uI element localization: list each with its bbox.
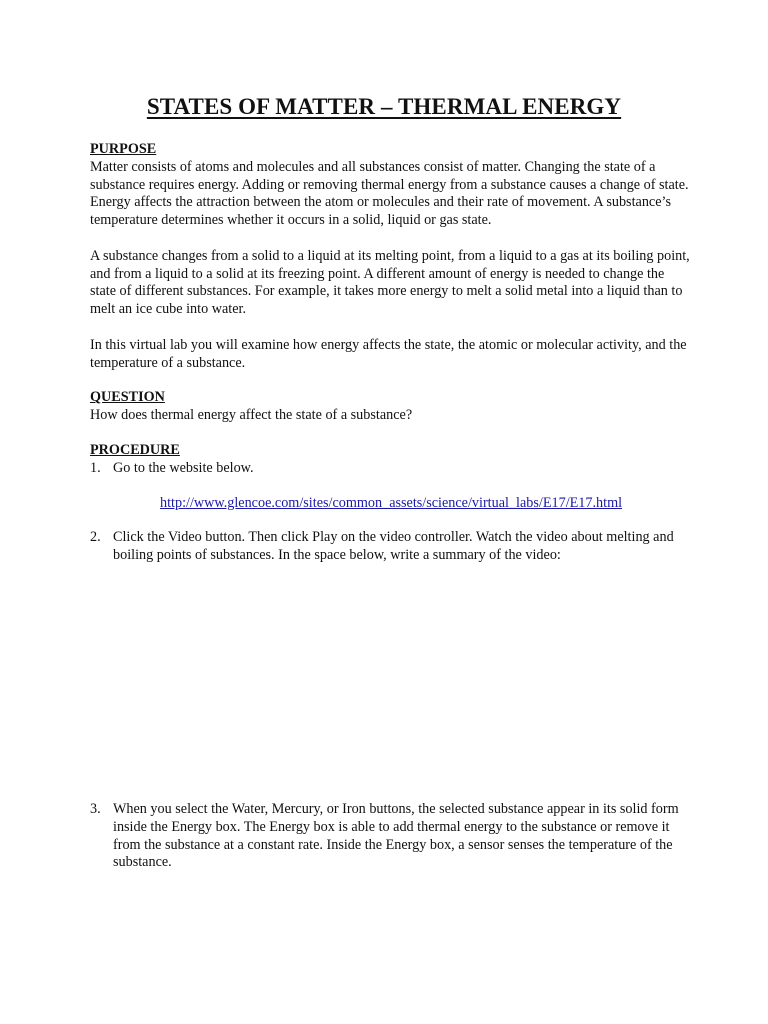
purpose-paragraph-1: Matter consists of atoms and molecules and all substances consist of matter. Changing the state of a substance requires energy. Adding or removing thermal energy from a substance causes a change of state. Energy affects the attraction between the atom or molecules and their rate of movement. A substance’s temperature determines whether it occurs in a solid, liquid or gas state. <box>90 158 689 229</box>
purpose-section <box>90 141 690 372</box>
procedure-step-1 <box>90 460 690 513</box>
step-text: Click the Video button. Then click Play on the video controller. Watch the video about melting and boiling points of substances. In the space below, write a summary of the video: <box>113 529 674 564</box>
document-title: STATES OF MATTER – THERMAL ENERGY <box>146 94 622 119</box>
procedure-step-3 <box>90 801 690 872</box>
question-heading: QUESTION <box>90 389 165 406</box>
procedure-list <box>90 460 690 872</box>
question-section <box>90 389 690 425</box>
question-text: How does thermal energy affect the state of a substance? <box>90 407 413 424</box>
step-text: When you select the Water, Mercury, or Iron buttons, the selected substance appear in its solid form inside the Energy box. The Energy box is able to add thermal energy to the substance or remove it from the substance at a constant rate. Inside the Energy box, a sensor senses the temperature of the substance. <box>113 800 679 871</box>
website-link-line <box>113 495 690 513</box>
procedure-step-2 <box>90 529 690 565</box>
step-number: 3. <box>90 800 101 817</box>
purpose-paragraph-2: A substance changes from a solid to a liquid at its melting point, from a liquid to a gas at its boiling point, and from a liquid to a solid at its freezing point. A different amount of energy is needed to change the state of different substances. For example, it takes more energy to melt a solid metal into a liquid than to melt an ice cube into water. <box>90 247 690 318</box>
website-link[interactable]: http://www.glencoe.com/sites/common_assets/science/virtual_labs/E17/E17.html <box>160 494 623 511</box>
document-body <box>90 141 690 872</box>
purpose-heading: PURPOSE <box>90 141 157 157</box>
purpose-paragraph-3: In this virtual lab you will examine how energy affects the state, the atomic or molecular activity, and the temperature of a substance. <box>90 336 687 371</box>
procedure-section <box>90 442 690 872</box>
step-text: Go to the website below. <box>113 459 254 476</box>
step-number: 1. <box>90 459 101 476</box>
step-number: 2. <box>90 529 101 546</box>
procedure-heading: PROCEDURE <box>90 441 180 458</box>
